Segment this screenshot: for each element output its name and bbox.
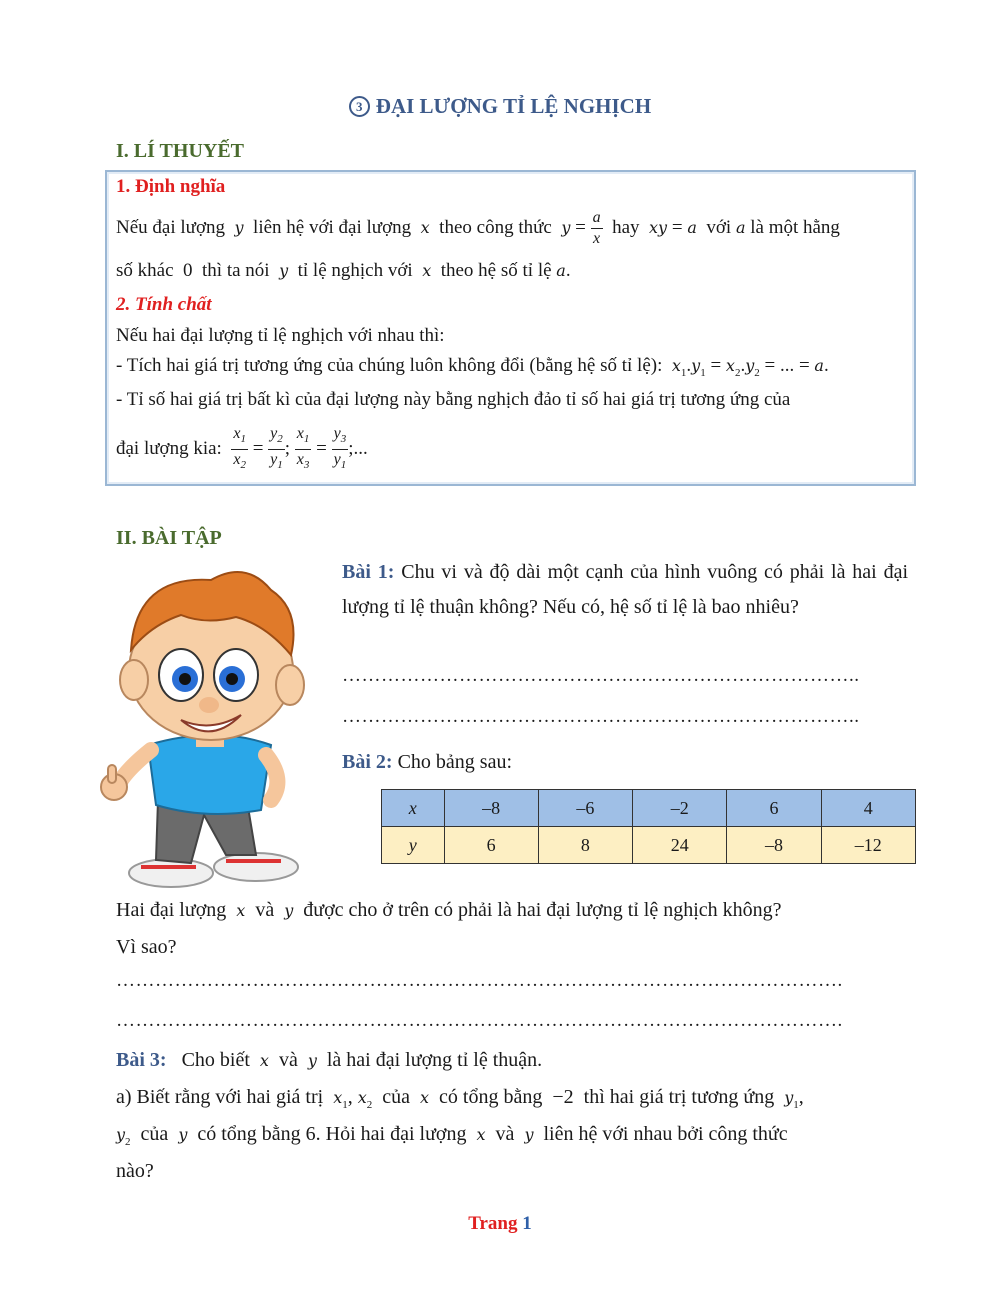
section-exercise-heading: II. BÀI TẬP xyxy=(116,527,222,549)
table-cell: –2 xyxy=(633,790,727,827)
exercise-3-part-a-line-2: $y_2$ của y có tổng bằng 6. Hỏi hai đại lượng x và y liên hệ với nhau bởi công thức xyxy=(116,1123,788,1148)
exercise-2-question-2: Vì sao? xyxy=(116,936,177,958)
definition-line-1: Nếu đại lượng y liên hệ với đại lượng x theo công thức y = $\frac{a}{x}$ hay xy = a với a là một hằng xyxy=(116,209,840,247)
property-intro: Nếu hai đại lượng tỉ lệ nghịch với nhau thì: xyxy=(116,325,445,346)
answer-line[interactable]: …………………………………………………………………………………………………. xyxy=(116,1010,843,1031)
fraction-a-over-x: $\frac{a}{x}$ xyxy=(592,209,601,247)
table-cell: –8 xyxy=(444,790,538,827)
answer-line[interactable]: …………………………………………………………………….. xyxy=(342,706,860,727)
table-cell: 6 xyxy=(444,827,538,864)
exercise-1 xyxy=(342,555,908,625)
exercise-3-part-a-line-1: a) Biết rằng với hai giá trị $x_1$, $x_2$ của x có tổng bằng −2 thì hai giá trị tương ứng $y_1$, xyxy=(116,1086,804,1111)
answer-line[interactable]: …………………………………………………………………………………………………. xyxy=(116,970,843,991)
table-cell: –12 xyxy=(821,827,915,864)
exercise-2-question: Hai đại lượng x và y được cho ở trên có phải là hai đại lượng tỉ lệ nghịch không? xyxy=(116,899,782,921)
table-row-y xyxy=(382,827,916,864)
definition-heading: 1. Định nghĩa xyxy=(116,176,226,197)
section-theory-heading: I. LÍ THUYẾT xyxy=(116,140,245,162)
circled-number: 3 xyxy=(349,96,370,117)
table-cell: 8 xyxy=(538,827,632,864)
exercise-3-label: Bài 3: xyxy=(116,1049,167,1071)
exercise-3: Bài 3: Cho biết x và y là hai đại lượng tỉ lệ thuận. xyxy=(116,1049,543,1071)
value-table xyxy=(381,789,916,864)
property-item-2b: đại lượng kia: $\frac{x_1}{x_2}$ = $\frac{y_2}{y_1}$ ; $\frac{x_1}{x_3}$ = $\frac{y_3}{y_1}$ ;... xyxy=(116,425,368,472)
exercise-1-text: Chu vi và độ dài một cạnh của hình vuông có phải là hai đại lượng tỉ lệ thuận không? Nếu có, hệ số tỉ lệ là bao nhiêu? xyxy=(342,561,909,618)
table-cell: –6 xyxy=(538,790,632,827)
answer-line[interactable]: …………………………………………………………………….. xyxy=(342,665,860,686)
page-title: 3 ĐẠI LƯỢNG TỈ LỆ NGHỊCH xyxy=(0,94,1000,119)
exercise-2-text: Cho bảng sau: xyxy=(397,751,512,773)
exercise-2 xyxy=(342,745,512,780)
table-cell: 24 xyxy=(633,827,727,864)
table-cell: –8 xyxy=(727,827,821,864)
property-heading: 2. Tính chất xyxy=(116,294,212,315)
page-number: 1 xyxy=(522,1213,532,1234)
exercise-1-label: Bài 1: xyxy=(342,561,395,583)
table-header-y: y xyxy=(382,827,445,864)
table-cell: 4 xyxy=(821,790,915,827)
cartoon-boy-illustration xyxy=(96,555,336,890)
table-cell: 6 xyxy=(727,790,821,827)
exercise-2-label: Bài 2: xyxy=(342,751,393,773)
property-item-2: - Tỉ số hai giá trị bất kì của đại lượng này bằng nghịch đảo tỉ số hai giá trị tương ứng của xyxy=(116,389,791,410)
definition-line-2: số khác 0 thì ta nói y tỉ lệ nghịch với x theo hệ số tỉ lệ a. xyxy=(116,260,571,281)
table-row-x xyxy=(382,790,916,827)
page-footer xyxy=(0,1213,1000,1235)
table-header-x: x xyxy=(382,790,445,827)
property-item-1: - Tích hai giá trị tương ứng của chúng luôn không đổi (bằng hệ số tỉ lệ): $x_1.y_1 = x_2.y_2$ = ... = a. xyxy=(116,355,829,379)
page-label: Trang xyxy=(468,1213,518,1234)
exercise-3-part-a-line-3: nào? xyxy=(116,1160,154,1182)
